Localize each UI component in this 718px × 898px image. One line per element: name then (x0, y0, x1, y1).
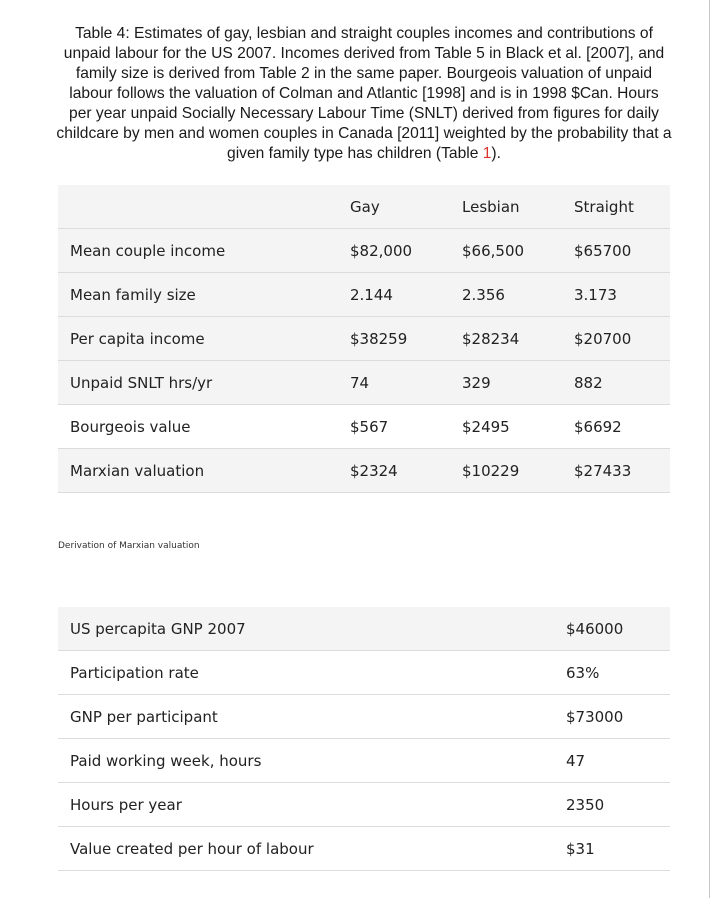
cell-straight: $6692 (562, 405, 670, 449)
table-caption (56, 24, 672, 164)
cell-gay: $82,000 (338, 229, 450, 273)
couples-income-table (58, 185, 670, 493)
cell-lesbian: $28234 (450, 317, 562, 361)
row-value: $73000 (554, 695, 670, 739)
table-row (58, 739, 670, 783)
row-label: Hours per year (58, 783, 554, 827)
section-subheading: Derivation of Marxian valuation (58, 541, 200, 551)
row-value: 47 (554, 739, 670, 783)
cell-gay: $38259 (338, 317, 450, 361)
cell-gay: $2324 (338, 449, 450, 493)
row-value: 63% (554, 651, 670, 695)
row-label: Bourgeois value (58, 405, 338, 449)
header-straight: Straight (562, 185, 670, 229)
cell-straight: $27433 (562, 449, 670, 493)
row-label: Unpaid SNLT hrs/yr (58, 361, 338, 405)
table-row (58, 449, 670, 493)
caption-text: Table 4: Estimates of gay, lesbian and straight couples incomes and contributions of unpaid labour for the US 2007. Incomes derived from Table 5 in Black et al. [2007], and family size is derived from Table 2 in the same paper. Bourgeois valuation of unpaid labour follows the valuation of Colman and Atlantic [1998] and is in 1998 $Can. Hours per year unpaid Socially Necessary Labour Time (SNLT) derived from figures for daily childcare by men and women couples in Canada [2011] weighted by the probability that a given family type has children (Table (56, 25, 672, 162)
row-label: Mean couple income (58, 229, 338, 273)
row-value: $46000 (554, 607, 670, 651)
table-row (58, 361, 670, 405)
table-row (58, 827, 670, 871)
cell-lesbian: $66,500 (450, 229, 562, 273)
row-label: Per capita income (58, 317, 338, 361)
row-label: Value created per hour of labour (58, 827, 554, 871)
table-reference-link[interactable]: 1 (482, 145, 492, 162)
table-row (58, 695, 670, 739)
row-value: 2350 (554, 783, 670, 827)
cell-lesbian: 2.356 (450, 273, 562, 317)
table-row (58, 317, 670, 361)
row-label: Marxian valuation (58, 449, 338, 493)
table-row (58, 651, 670, 695)
marxian-derivation-table (58, 607, 670, 871)
row-label: Paid working week, hours (58, 739, 554, 783)
row-label: Participation rate (58, 651, 554, 695)
header-blank (58, 185, 338, 229)
cell-gay: 2.144 (338, 273, 450, 317)
table-header-row (58, 185, 670, 229)
table-row (58, 607, 670, 651)
header-gay: Gay (338, 185, 450, 229)
vertical-scrollbar[interactable] (709, 0, 718, 898)
cell-straight: $20700 (562, 317, 670, 361)
cell-straight: 882 (562, 361, 670, 405)
table-row (58, 229, 670, 273)
table-row (58, 405, 670, 449)
row-label: GNP per participant (58, 695, 554, 739)
cell-straight: 3.173 (562, 273, 670, 317)
cell-straight: $65700 (562, 229, 670, 273)
cell-gay: 74 (338, 361, 450, 405)
row-label: US percapita GNP 2007 (58, 607, 554, 651)
cell-lesbian: 329 (450, 361, 562, 405)
cell-lesbian: $2495 (450, 405, 562, 449)
row-value: $31 (554, 827, 670, 871)
header-lesbian: Lesbian (450, 185, 562, 229)
cell-lesbian: $10229 (450, 449, 562, 493)
table-row (58, 273, 670, 317)
table-row (58, 783, 670, 827)
caption-end: ). (491, 145, 501, 162)
cell-gay: $567 (338, 405, 450, 449)
row-label: Mean family size (58, 273, 338, 317)
